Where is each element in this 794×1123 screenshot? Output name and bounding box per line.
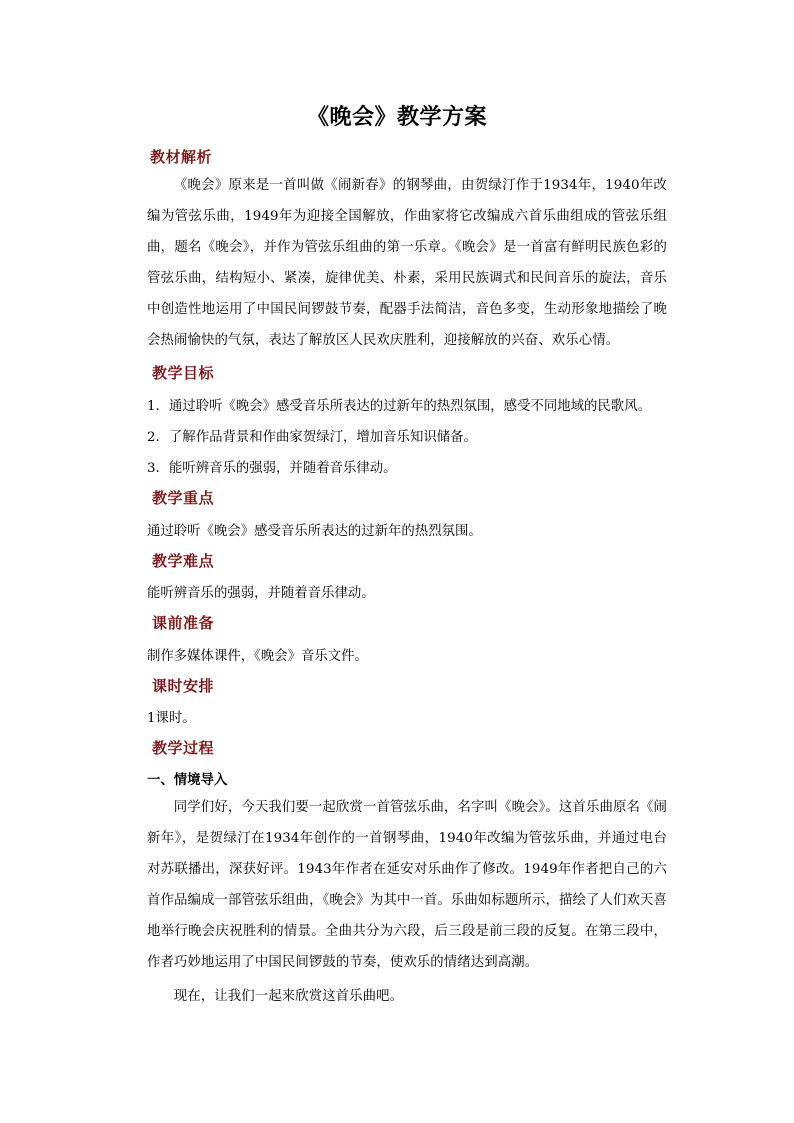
heading-preparation: 课前准备: [152, 614, 215, 632]
subheading-intro: 一、情境导入: [147, 772, 228, 788]
paragraph-intro: 同学们好，今天我们要一起欣赏一首管弦乐曲，名字叫《晚会》。这首乐曲原名《闹新年》，是贺绿汀在1934年创作的一首钢琴曲，1940年改编为管弦乐曲，并通过电台对苏联播出，深获好评。1943年作者在延安对乐曲作了修改。1949年作者把自己的六首作品编成一部管弦乐组曲，《晚会》为其中一首。乐曲如标题所示，描绘了人们欢天喜地举行晚会庆祝胜利的情景。全曲共分为六段，后三段是前三段的反复。在第三段中，作者巧妙地运用了中国民间锣鼓的节奏，使欢乐的情绪达到高潮。: [147, 800, 667, 970]
heading-analysis: 教材解析: [150, 148, 213, 166]
heading-process: 教学过程: [152, 739, 215, 757]
schedule-text: 1课时。: [147, 711, 196, 726]
heading-goals: 教学目标: [152, 364, 215, 382]
heading-key-points: 教学重点: [152, 489, 215, 507]
goal-item-1: 1．通过聆听《晚会》感受音乐所表达的过新年的热烈氛围，感受不同地域的民歌风。: [147, 399, 651, 414]
heading-schedule: 课时安排: [152, 677, 215, 695]
paragraph-analysis: 《晚会》原来是一首叫做《闹新春》的钢琴曲，由贺绿汀作于1934年，1940年改编为管弦乐曲，1949年为迎接全国解放，作曲家将它改编成六首乐曲组成的管弦乐组曲，题名《晚会》，并作为管弦乐组曲的第一乐章。《晚会》是一首富有鲜明民族色彩的管弦乐曲，结构短小、紧凑，旋律优美、朴素，采用民族调式和民间音乐的旋法，音乐中创造性地运用了中国民间锣鼓节奏，配器手法简洁，音色多变，生动形象地描绘了晚会热闹愉快的气氛，表达了解放区人民欢庆胜利，迎接解放的兴奋、欢乐心情。: [147, 178, 667, 348]
paragraph-closing: 现在，让我们一起来欣赏这首乐曲吧。: [173, 989, 404, 1004]
preparation-text: 制作多媒体课件，《晚会》音乐文件。: [147, 649, 368, 664]
difficulties-text: 能听辨音乐的强弱，并随着音乐律动。: [147, 586, 375, 601]
key-points-text: 通过聆听《晚会》感受音乐所表达的过新年的热烈氛围。: [147, 524, 482, 539]
document-title: 《晚会》教学方案: [306, 104, 487, 130]
goal-item-2: 2．了解作品背景和作曲家贺绿汀，增加音乐知识储备。: [147, 430, 477, 445]
goal-item-3: 3．能听辨音乐的强弱，并随着音乐律动。: [147, 461, 397, 476]
heading-difficulties: 教学难点: [152, 552, 215, 570]
